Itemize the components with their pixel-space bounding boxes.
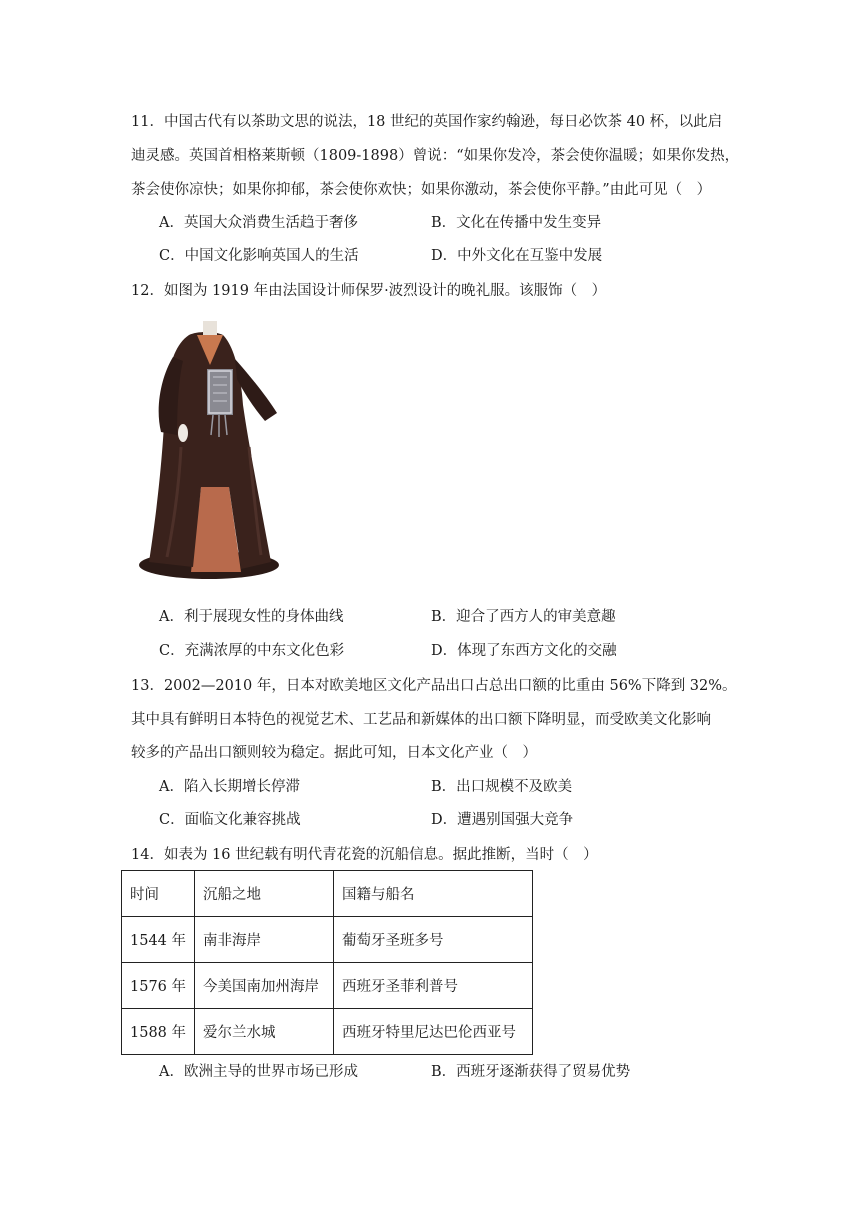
q13-option-b[interactable]: B．出口规模不及欧美 xyxy=(431,779,573,795)
table-header-cell: 时间 xyxy=(122,871,195,917)
shipwreck-table xyxy=(121,870,533,1055)
q12-option-a[interactable]: A．利于展现女性的身体曲线 xyxy=(159,609,344,625)
table-cell: 1588 年 xyxy=(122,1009,195,1055)
table-row xyxy=(122,1009,533,1055)
table-header-cell: 国籍与船名 xyxy=(334,871,533,917)
q11-option-d[interactable]: D．中外文化在互鉴中发展 xyxy=(431,248,603,264)
q13-stem-line-3: 较多的产品出口额则较为稳定。据此可知，日本文化产业（ ） xyxy=(131,745,537,761)
table-cell: 1576 年 xyxy=(122,963,195,1009)
q13-option-a[interactable]: A．陷入长期增长停滞 xyxy=(159,779,300,795)
q13-stem-line-1: 13．2002—2010 年，日本对欧美地区文化产品出口占总出口额的比重由 56%下降到 32%。 xyxy=(131,678,737,694)
table-cell: 葡萄牙圣班多号 xyxy=(334,917,533,963)
q13-option-d[interactable]: D．遭遇别国强大竞争 xyxy=(431,812,574,828)
table-cell: 爱尔兰水城 xyxy=(195,1009,334,1055)
q11-stem-line-2: 迪灵感。英国首相格莱斯顿（1809-1898）曾说：“如果你发冷，茶会使你温暖；如果你发热， xyxy=(131,148,740,164)
q14-option-a[interactable]: A．欧洲主导的世界市场已形成 xyxy=(159,1064,358,1080)
q12-option-d[interactable]: D．体现了东西方文化的交融 xyxy=(431,643,617,659)
q11-stem-line-1: 11．中国古代有以茶助文思的说法，18 世纪的英国作家约翰逊，每日必饮茶 40 杯，以此启 xyxy=(131,114,723,130)
q14-option-b[interactable]: B．西班牙逐渐获得了贸易优势 xyxy=(431,1064,631,1080)
table-cell: 西班牙圣菲利普号 xyxy=(334,963,533,1009)
q11-option-a[interactable]: A．英国大众消费生活趋于奢侈 xyxy=(159,215,358,231)
evening-gown-image xyxy=(131,317,283,585)
table-header-row xyxy=(122,871,533,917)
q14-stem: 14．如表为 16 世纪载有明代青花瓷的沉船信息。据此推断，当时（ ） xyxy=(131,847,598,863)
q11-option-b[interactable]: B．文化在传播中发生变异 xyxy=(431,215,602,231)
table-cell: 西班牙特里尼达巴伦西亚号 xyxy=(334,1009,533,1055)
q13-option-c[interactable]: C．面临文化兼容挑战 xyxy=(159,812,301,828)
q12-option-b[interactable]: B．迎合了西方人的审美意趣 xyxy=(431,609,616,625)
table-cell: 1544 年 xyxy=(122,917,195,963)
q12-stem: 12．如图为 1919 年由法国设计师保罗·波烈设计的晚礼服。该服饰（ ） xyxy=(131,283,607,299)
table-cell: 南非海岸 xyxy=(195,917,334,963)
q13-stem-line-2: 其中具有鲜明日本特色的视觉艺术、工艺品和新媒体的出口额下降明显，而受欧美文化影响 xyxy=(131,712,711,728)
q11-stem-line-3: 茶会使你凉快；如果你抑郁，茶会使你欢快；如果你激动，茶会使你平静。”由此可见（ ） xyxy=(131,182,712,198)
q11-option-c[interactable]: C．中国文化影响英国人的生活 xyxy=(159,248,359,264)
table-row xyxy=(122,917,533,963)
table-header-cell: 沉船之地 xyxy=(195,871,334,917)
table-cell: 今美国南加州海岸 xyxy=(195,963,334,1009)
table-row xyxy=(122,963,533,1009)
q12-option-c[interactable]: C．充满浓厚的中东文化色彩 xyxy=(159,643,345,659)
